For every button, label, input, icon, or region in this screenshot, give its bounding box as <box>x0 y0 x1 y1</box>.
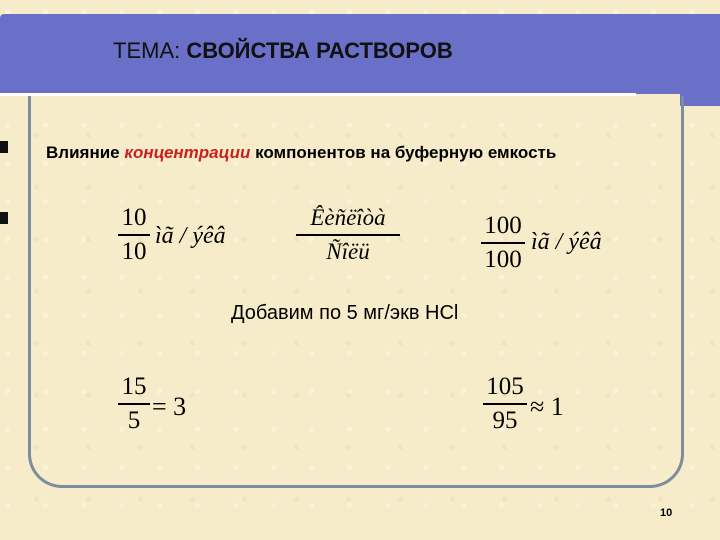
heading-line <box>46 143 556 163</box>
fraction-bar <box>481 242 525 244</box>
middle-fraction <box>296 205 400 265</box>
result-left-value: = 3 <box>152 392 187 421</box>
page-number: 10 <box>660 507 673 519</box>
middle-fraction-denominator: Ñîëü <box>326 238 370 264</box>
result-right-numerator: 105 <box>486 373 524 400</box>
bullet-icon <box>0 212 8 224</box>
right-fraction <box>481 212 525 274</box>
heading-emphasis: концентрации <box>124 143 251 162</box>
result-right-fraction <box>483 373 527 435</box>
middle-fraction-numerator: Êèñëîòà <box>310 205 386 230</box>
title-prefix: ТЕМА: <box>113 38 187 63</box>
result-right-value: ≈ 1 <box>530 392 564 421</box>
result-left-fraction <box>118 373 150 435</box>
left-fraction-denominator: 10 <box>121 237 147 265</box>
right-fraction-numerator: 100 <box>484 212 522 239</box>
heading-text-end: компонентов на буферную емкость <box>250 143 557 162</box>
heading-text-start: Влияние <box>46 143 125 162</box>
add-acid-text: Добавим по 5 мг/экв HCl <box>231 302 459 324</box>
left-fraction-numerator: 10 <box>121 204 147 231</box>
fraction-bar <box>118 234 150 236</box>
fraction-bar <box>483 403 527 405</box>
result-left-numerator: 15 <box>121 373 147 400</box>
bullet-icon <box>0 141 8 153</box>
result-left-denominator: 5 <box>127 406 141 434</box>
fraction-bar <box>296 234 400 236</box>
page-title <box>113 38 453 64</box>
right-fraction-denominator: 100 <box>484 245 522 273</box>
fraction-bar <box>118 403 150 405</box>
left-unit: ìã / ýêâ <box>155 223 226 249</box>
title-main: СВОЙСТВА РАСТВОРОВ <box>186 38 453 63</box>
title-bar-right-block <box>680 14 720 106</box>
result-right-denominator: 95 <box>492 406 518 434</box>
left-fraction <box>118 204 150 266</box>
right-unit: ìã / ýêâ <box>531 229 602 255</box>
